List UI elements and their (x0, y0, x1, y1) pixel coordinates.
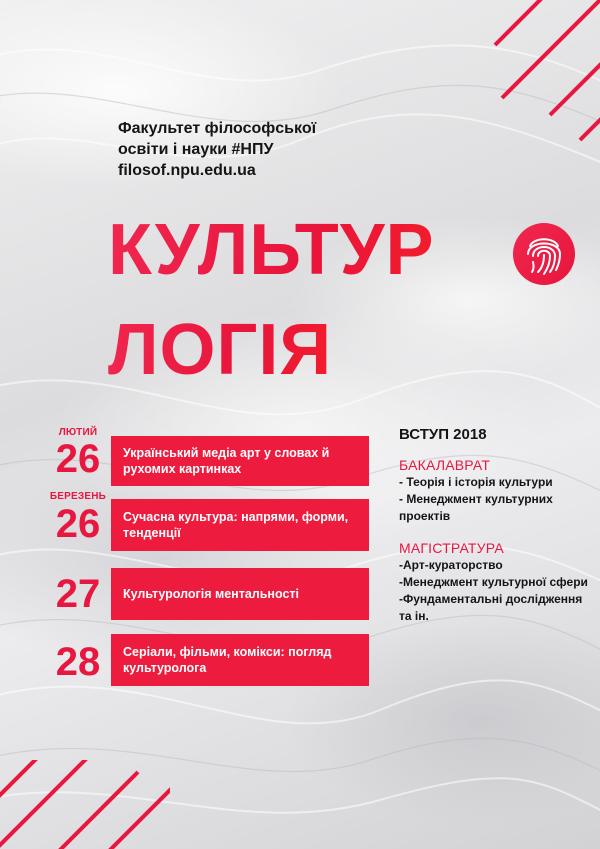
event-day: 26 (55, 502, 101, 546)
master-item: -Менеджмент культурної сфери (399, 575, 588, 589)
bachelor-heading: БАКАЛАВРАТ (399, 457, 491, 473)
event-day: 27 (55, 572, 101, 616)
admission-heading: ВСТУП 2018 (399, 426, 487, 443)
bachelor-item: - Менеджмент культурних проектів (399, 492, 553, 523)
title-line1: КУЛЬТУР (108, 210, 435, 290)
top-right-stripes (440, 0, 600, 150)
event-title: Український медіа арт у словах й рухомих картинках (123, 446, 330, 476)
master-list (399, 557, 589, 625)
event-month: ЛЮТИЙ (58, 427, 98, 438)
master-item: та ін. (399, 609, 429, 623)
event-title: Культурологія ментальності (123, 587, 299, 601)
master-heading: МАГІСТРАТУРА (399, 540, 504, 556)
bachelor-item: - Теорія і історія культури (399, 475, 553, 489)
event-title: Серіали, фільми, комікси: погляд культуролога (123, 645, 332, 675)
fingerprint-icon (512, 222, 576, 286)
event-title-box (111, 499, 369, 551)
master-item: -Фундаментальні дослідження (399, 592, 583, 606)
bachelor-list (399, 474, 589, 525)
title-line2: ЛОГІЯ (108, 310, 333, 390)
faculty-name-line2: освіти і науки #НПУ (118, 141, 274, 158)
event-title-box (111, 568, 369, 620)
master-item: -Арт-кураторство (399, 558, 503, 572)
event-month: БЕРЕЗЕНЬ (49, 491, 107, 502)
event-title: Сучасна культура: напрями, форми, тенденції (123, 510, 349, 540)
event-title-box (111, 436, 369, 486)
event-day: 26 (55, 437, 101, 481)
faculty-header (118, 118, 316, 181)
event-title-box (111, 634, 369, 686)
faculty-name-line1: Факультет філософської (118, 120, 317, 137)
faculty-website[interactable]: filosof.npu.edu.ua (118, 162, 256, 179)
event-day: 28 (55, 640, 101, 684)
bottom-left-stripes (0, 760, 170, 849)
